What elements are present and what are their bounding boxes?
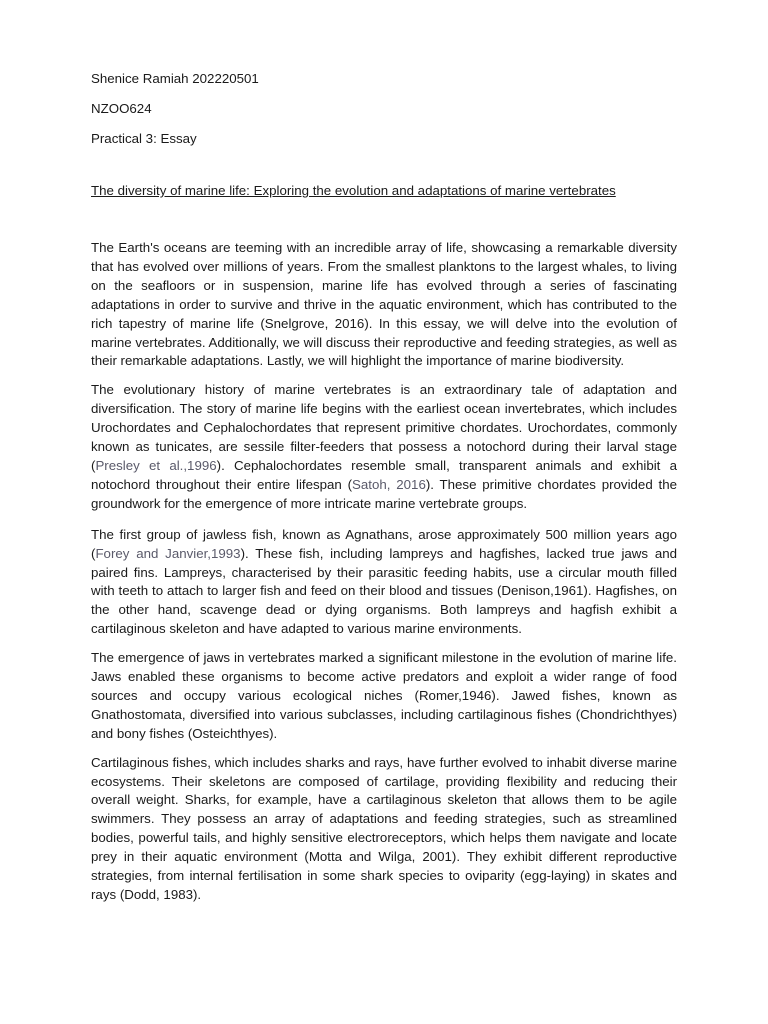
citation: Presley et al.,1996	[95, 457, 217, 473]
course-code: NZOO624	[91, 101, 152, 116]
essay-title: The diversity of marine life: Exploring the evolution and adaptations of marine vertebrates	[91, 183, 616, 198]
paragraph-jawless-fish	[91, 526, 677, 639]
assignment-label: Practical 3: Essay	[91, 131, 197, 146]
paragraph-cartilaginous-fishes: Cartilaginous fishes, which includes sharks and rays, have further evolved to inhabit diverse marine ecosystems. Their skeletons are composed of cartilage, providing flexibility and reducing their overall weight. Sharks, for example, have a cartilaginous skeleton that allows them to be agile swimmers. They possess an array of adaptations and feeding strategies, such as streamlined bodies, powerful tails, and highly sensitive electroreceptors, which helps them navigate and locate prey in their aquatic environment (Motta and Wilga, 2001). They exhibit different reproductive strategies, from internal fertilisation in some shark species to oviparity (egg-laying) in skates and rays (Dodd, 1983).	[91, 754, 677, 902]
paragraph-evolutionary-history	[91, 381, 677, 513]
paragraph-text: ). These fish, including lampreys and hagfishes, lacked true jaws and paired fins. Lampreys, characterised by their parasitic feeding habits, use a circular mouth filled with teeth to attach to larger fish and feed on their blood and tissues (Denison,1961). Hagfishes, on the other hand, scavenge dead or dying organisms. Both lampreys and hagfish exhibit a cartilaginous skeleton and have adapted to various marine environments.	[91, 545, 678, 637]
paragraph-text: ). These primitive chordates provided the groundwork for the emergence of more intricate marine vertebrate groups.	[91, 476, 677, 511]
author-line: Shenice Ramiah 202220501	[91, 71, 259, 86]
paragraph-text: The first group of jawless fish, known as Agnathans, arose approximately 500 million years ago (	[91, 526, 677, 561]
paragraph-text: ). Cephalochordates resemble small, transparent animals and exhibit a notochord throughout their entire lifespan (	[91, 457, 677, 492]
citation: Forey and Janvier,1993	[95, 545, 241, 561]
paragraph-jaws: The emergence of jaws in vertebrates marked a significant milestone in the evolution of marine life. Jaws enabled these organisms to become active predators and exploit a wider range of food sources and occupy various ecological niches (Romer,1946). Jawed fishes, known as Gnathostomata, diversified into various subclasses, including cartilaginous fishes (Chondrichthyes) and bony fishes (Osteichthyes).	[91, 650, 677, 741]
paragraph-text: The evolutionary history of marine vertebrates is an extraordinary tale of adaptation and diversification. The story of marine life begins with the earliest ocean invertebrates, which includes Urochordates and Cephalochordates that represent primitive chordates. Urochordates, commonly known as tunicates, are sessile filter-feeders that possess a notochord during their larval stage (	[91, 382, 677, 473]
citation: Satoh, 2016	[352, 476, 426, 492]
paragraph-intro: The Earth's oceans are teeming with an incredible array of life, showcasing a remarkable diversity that has evolved over millions of years. From the smallest planktons to the largest whales, to living on the seafloors or in suspension, marine life has evolved through a series of fascinating adaptations in order to survive and thrive in the aquatic environment, which has contributed to the rich tapestry of marine life (Snelgrove, 2016). In this essay, we will delve into the evolution of marine vertebrates. Additionally, we will discuss their reproductive and feeding strategies, as well as their remarkable adaptations. Lastly, we will highlight the importance of marine biodiversity.	[91, 240, 677, 369]
